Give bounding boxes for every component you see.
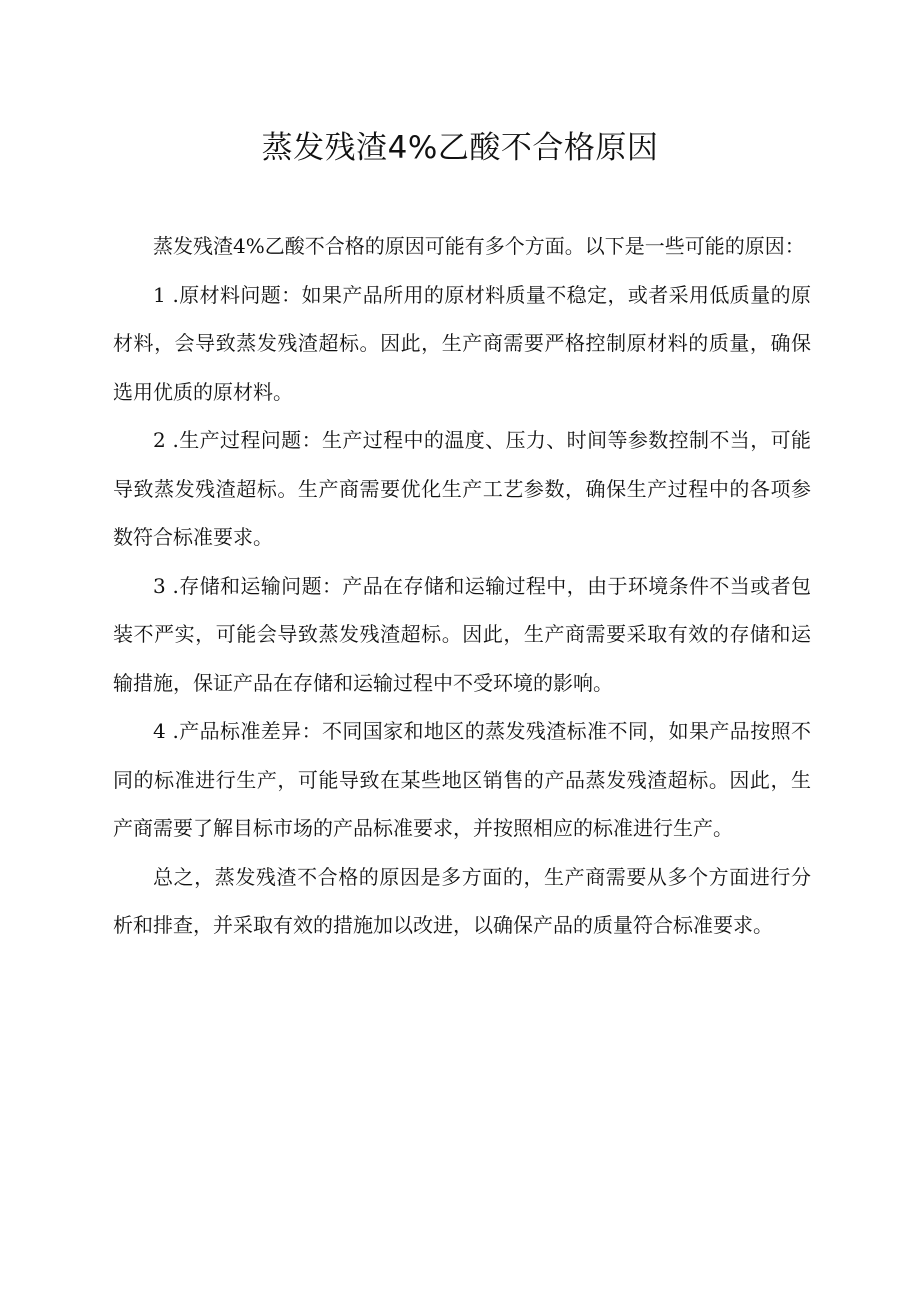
paragraph-conclusion: 总之，蒸发残渣不合格的原因是多方面的，生产商需要从多个方面进行分析和排查，并采取有效的措施加以改进，以确保产品的质量符合标准要求。 — [113, 864, 811, 937]
paragraph-intro: 蒸发残渣4%乙酸不合格的原因可能有多个方面。以下是一些可能的原因： — [153, 234, 805, 258]
paragraph-item-1: 1 .原材料问题：如果产品所用的原材料质量不稳定，或者采用低质量的原材料，会导致蒸发残渣超标。因此，生产商需要严格控制原材料的质量，确保选用优质的原材料。 — [113, 282, 811, 404]
paragraph-item-4: 4 .产品标准差异：不同国家和地区的蒸发残渣标准不同，如果产品按照不同的标准进行生产，可能导致在某些地区销售的产品蒸发残渣超标。因此，生产商需要了解目标市场的产品标准要求，并按照相应的标准进行生产。 — [113, 719, 811, 840]
document-title: 蒸发残渣4%乙酸不合格原因 — [261, 130, 659, 166]
paragraph-item-3: 3 .存储和运输问题：产品在存储和运输过程中，由于环境条件不当或者包装不严实，可能会导致蒸发残渣超标。因此，生产商需要采取有效的存储和运输措施，保证产品在存储和运输过程中不受环境的影响。 — [113, 573, 811, 695]
paragraph-item-2: 2 .生产过程问题：生产过程中的温度、压力、时间等参数控制不当，可能导致蒸发残渣超标。生产商需要优化生产工艺参数，确保生产过程中的各项参数符合标准要求。 — [113, 428, 811, 549]
document-body — [113, 222, 811, 950]
